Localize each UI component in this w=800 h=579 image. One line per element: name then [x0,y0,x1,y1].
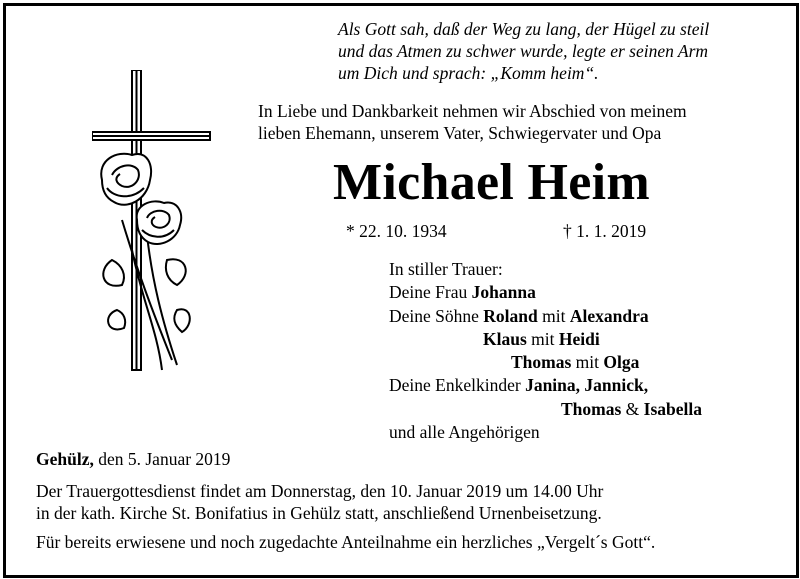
verse-line: und das Atmen zu schwer wurde, legte er seinen Arm [338,41,709,61]
service-line: in der kath. Kirche St. Bonifatius in Gehülz statt, anschließend Urnenbeisetzung. [36,503,602,523]
mourner-line [389,281,702,304]
mourner-conj: mit [571,352,604,373]
mourner-line [389,305,702,328]
service-line: Der Trauergottesdienst findet am Donnerstag, den 10. Januar 2019 um 14.00 Uhr [36,481,604,501]
verse [338,18,709,84]
mourner-line [389,398,702,421]
mourner-prefix: Deine Enkelkinder [389,375,526,396]
mourner-name: Alexandra [569,305,649,326]
mourner-line [389,351,702,374]
service-info [36,480,603,524]
mourner-line [389,374,702,397]
birth-date: * 22. 10. 1934 [346,221,447,241]
verse-line: um Dich und sprach: „Komm heim“. [338,63,599,83]
place-town: Gehülz, [36,449,94,469]
mourner-name: Johanna [471,282,536,303]
mourner-conj: & [621,398,644,419]
mourners-closing: und alle Angehörigen [389,422,540,443]
mourner-name: Isabella [643,398,703,419]
mourners-list [389,258,702,444]
mourner-name: Olga [603,352,640,373]
mourner-conj: mit [537,305,570,326]
verse-line: Als Gott sah, daß der Weg zu lang, der Hügel zu steil [338,19,710,39]
mourner-name: Thomas [561,398,622,419]
cross-with-roses-icon [92,70,212,390]
place-date-text: den 5. Januar 2019 [93,449,231,469]
mourner-prefix: Deine Frau [389,282,472,303]
mourners-heading: In stiller Trauer: [389,259,503,279]
mourner-name: Thomas [511,352,572,373]
death-date: † 1. 1. 2019 [563,221,647,241]
mourner-name: Heidi [558,328,600,349]
thanks-text: Für bereits erwiesene und noch zugedachte Anteilnahme ein herzliches „Vergelt´s Gott“. [36,532,656,552]
intro-text [258,100,687,144]
mourner-name: Janina, Jannick, [525,375,649,396]
mourner-prefix: Deine Söhne [389,305,484,326]
intro-line: lieben Ehemann, unserem Vater, Schwiegervater und Opa [258,123,662,143]
mourner-name: Roland [483,305,538,326]
mourner-line [389,328,702,351]
intro-line: In Liebe und Dankbarkeit nehmen wir Abschied von meinem [258,101,687,121]
place-date [36,449,230,470]
deceased-name: Michael Heim [333,154,650,211]
mourner-name: Klaus [483,328,527,349]
mourner-conj: mit [526,328,559,349]
